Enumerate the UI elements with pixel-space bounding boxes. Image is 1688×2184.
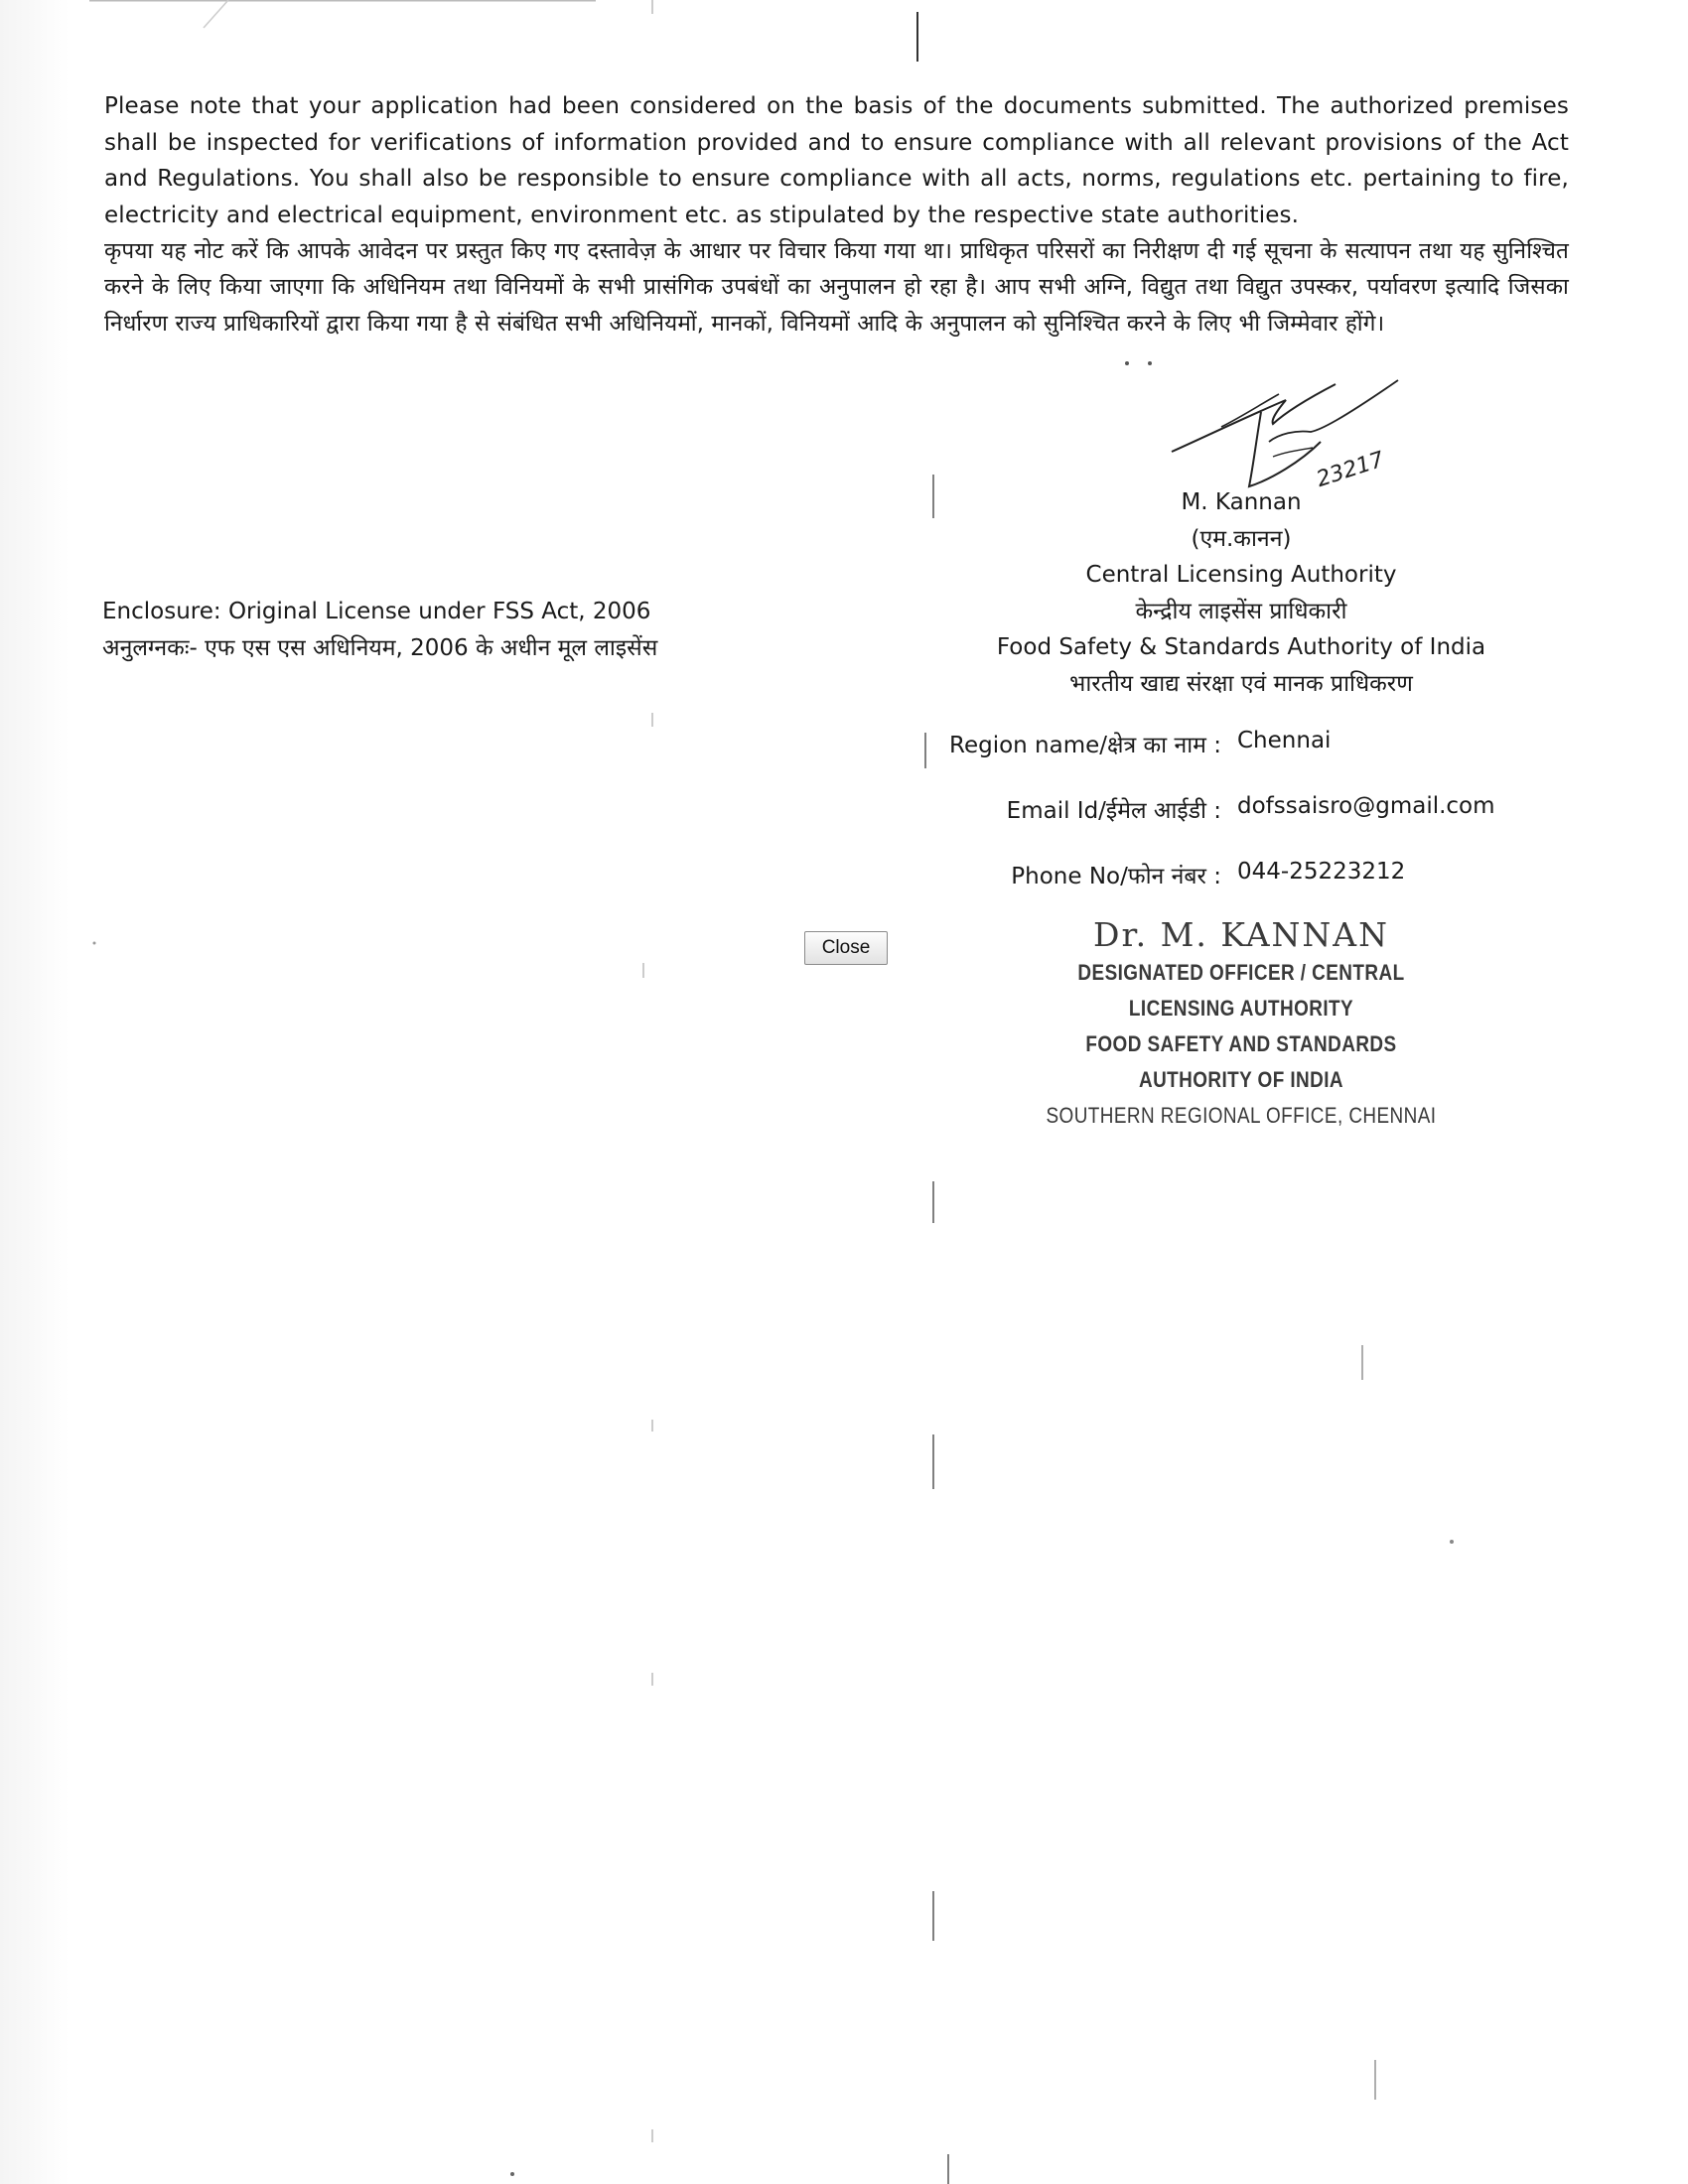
enclosure-english: Enclosure: Original License under FSS Act, 2006 — [102, 599, 651, 624]
signature-date: 23217 — [1313, 447, 1388, 493]
signatory-title-hindi: केन्द्रीय लाइसेंस प्राधिकारी — [1135, 598, 1347, 624]
stamp-name: Dr. M. KANNAN — [1093, 915, 1389, 954]
enclosure-hindi: अनुलग्नकः- एफ एस एस अधिनियम, 2006 के अधीन मूल लाइसेंस — [102, 635, 658, 661]
region-label: Region name/क्षेत्र का नाम : — [949, 733, 1221, 758]
signatory-title: Central Licensing Authority — [1085, 562, 1397, 588]
region-value: Chennai — [1237, 728, 1332, 753]
signatory-org-hindi: भारतीय खाद्य संरक्षा एवं मानक प्राधिकरण — [1069, 670, 1413, 697]
region-row — [923, 728, 1618, 793]
signatory-name: M. Kannan — [1181, 489, 1302, 515]
signatory-org: Food Safety & Standards Authority of India — [996, 634, 1486, 660]
handwritten-signature — [1162, 372, 1410, 496]
phone-label: Phone No/फोन नंबर : — [1011, 864, 1221, 889]
stamp-office: SOUTHERN REGIONAL OFFICE, CHENNAI — [1046, 1103, 1437, 1128]
close-button[interactable]: Close — [804, 931, 888, 965]
notice-paragraph-english: Please note that your application had been considered on the basis of the documents submitted. The authorized premises shall be inspected for verifications of information provided and to ensure compliance with all relevant provisions of the Act and Regulations. You shall also be responsible to ensure compliance with all acts, norms, regulations etc. pertaining to fire, electricity and electrical equipment, environment etc. as stipulated by the respective state authorities. — [104, 93, 1569, 228]
scan-shadow-edge — [0, 0, 70, 2184]
official-stamp — [1013, 915, 1470, 1134]
stamp-organization: FOOD SAFETY AND STANDARDS AUTHORITY OF INDIA — [1085, 1031, 1397, 1092]
email-label: Email Id/ईमेल आईडी : — [1006, 798, 1221, 824]
signatory-block — [923, 484, 1559, 702]
contact-details — [923, 728, 1618, 924]
email-value: dofssaisro@gmail.com — [1237, 793, 1495, 819]
stamp-designation: DESIGNATED OFFICER / CENTRAL LICENSING AUTHORITY — [1077, 960, 1405, 1021]
email-row — [923, 793, 1618, 859]
enclosure-note — [102, 594, 657, 667]
signatory-name-hindi: (एम.कानन) — [1191, 525, 1292, 552]
notice-paragraph-hindi: कृपया यह नोट करें कि आपके आवेदन पर प्रस्तुत किए गए दस्तावेज़ के आधार पर विचार किया गया था। प्राधिकृत परिसरों का निरीक्षण दी गई सूचना के सत्यापन तथा यह सुनिश्चित करने के लिए किया जाएगा कि अधिनियम तथा विनियमों के सभी प्रासंगिक उपबंधों का अनुपालन हो रहा है। आप सभी अग्नि, विद्युत तथा विद्युत उपस्कर, पर्यावरण इत्यादि जिसका निर्धारण राज्य प्राधिकारियों द्वारा किया गया है से संबंधित सभी अधिनियमों, मानकों, विनियमों आदि के अनुपालन को सुनिश्चित करने के लिए भी जिम्मेवार होंगे। — [104, 237, 1569, 337]
phone-value: 044-25223212 — [1237, 859, 1406, 885]
